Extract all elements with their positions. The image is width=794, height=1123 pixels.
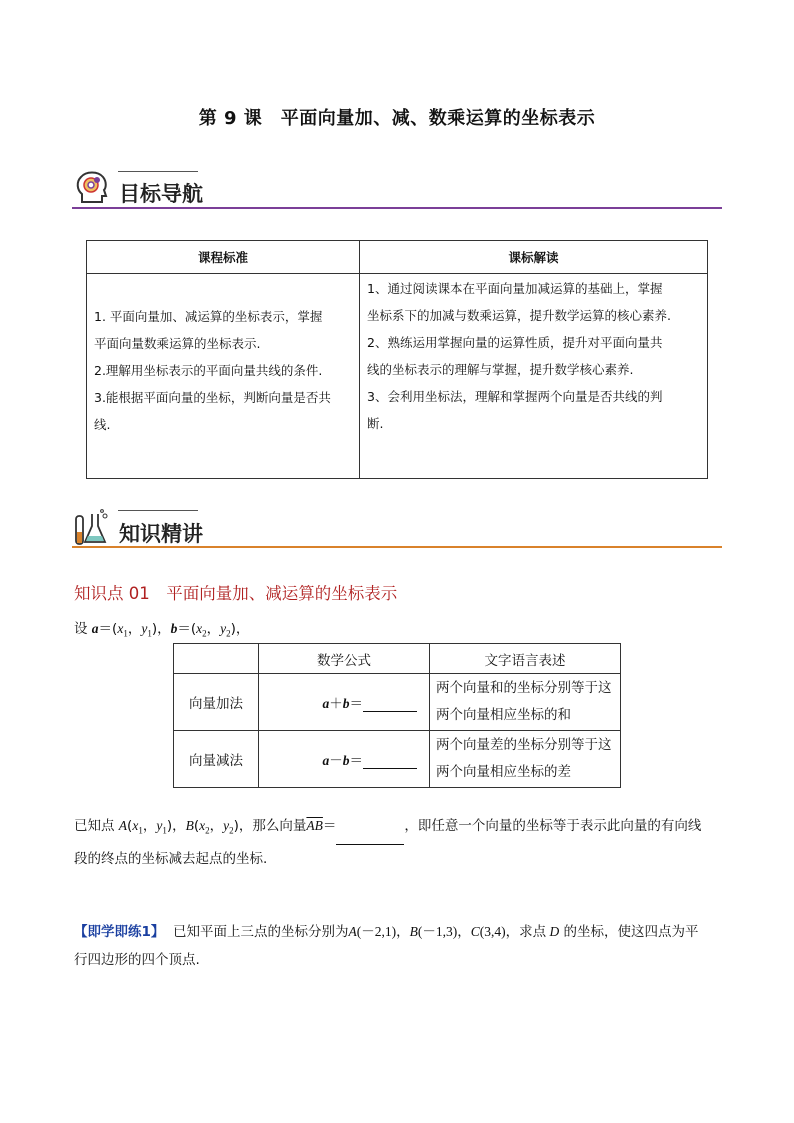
interpretation-line: 2、熟练运用掌握向量的运算性质，提升对平面向量共 [367, 335, 663, 350]
standard-line: 3.能根据平面向量的坐标，判断向量是否共 [94, 390, 331, 405]
table-row [174, 731, 621, 788]
section-header-topline [118, 171, 198, 172]
interpretation-line: 断. [367, 416, 384, 431]
exercise-label: 【即学即练1】 [74, 924, 165, 940]
operation-name: 向量减法 [174, 731, 259, 788]
interpretation-line: 线的坐标表示的理解与掌握，提升数学核心素养. [367, 362, 634, 377]
standard-line: 1. 平面向量加、减运算的坐标表示，掌握 [94, 309, 323, 324]
exercise-paragraph: 【即学即练1】 已知平面上三点的坐标分别为A(－2,1)，B(－1,3)，C(3,4)，求点 D 的坐标，使这四点为平 行四边形的四个顶点. [74, 924, 699, 968]
table-header: 数学公式 [259, 644, 430, 674]
brain-gears-icon [72, 168, 112, 208]
operations-table [173, 643, 621, 788]
interpretation-cell [360, 274, 708, 479]
formula-cell: a－b＝ [259, 731, 430, 788]
formula-cell: a＋b＝ [259, 674, 430, 731]
answer-blank[interactable] [363, 697, 417, 712]
description-cell: 两个向量和的坐标分别等于这 两个向量相应坐标的和 [430, 674, 621, 731]
answer-blank[interactable] [336, 830, 404, 845]
standards-cell [87, 274, 360, 479]
known-points-paragraph: 已知点 $A(x_1$，$y_1$)，$B(x_2$，$y_2$)，那么向量$\overline{AB}=$ ，即任意一个向量的坐标等于表示此向量的有向线 段的终点的坐标减去起点的坐标. [74, 818, 702, 867]
page-title: 第 9 课 平面向量加、减、数乘运算的坐标表示 [198, 108, 596, 129]
let-statement: 设 $a=(x_1$，$y_1$)，$b=(x_2$，$y_2$)， [74, 621, 250, 639]
standard-line: 线. [94, 417, 111, 432]
section-title-knowledge: 知识精讲 [119, 522, 203, 546]
section-divider [72, 207, 722, 209]
vector-ab: $\overline{AB}$ [306, 818, 323, 833]
section-title-goal-navigation: 目标导航 [119, 182, 203, 206]
knowledge-point-title: 知识点 01 平面向量加、减运算的坐标表示 [74, 584, 398, 603]
table-header: 课程标准 [87, 241, 360, 274]
interpretation-line: 3、会利用坐标法，理解和掌握两个向量是否共线的判 [367, 389, 663, 404]
interpretation-line: 1、通过阅读课本在平面向量加减运算的基础上，掌握 [367, 281, 663, 296]
interpretation-line: 坐标系下的加减与数乘运算，提升数学运算的核心素养. [367, 308, 671, 323]
table-header: 文字语言表述 [430, 644, 621, 674]
operation-name: 向量加法 [174, 674, 259, 731]
standard-line: 2.理解用坐标表示的平面向量共线的条件. [94, 363, 323, 378]
standard-line: 平面向量数乘运算的坐标表示. [94, 336, 261, 351]
section-header-topline [118, 510, 198, 511]
table-header: 课标解读 [360, 241, 708, 274]
goal-table [86, 240, 708, 479]
answer-blank[interactable] [363, 754, 417, 769]
table-row [174, 674, 621, 731]
section-divider [72, 546, 722, 548]
description-cell: 两个向量差的坐标分别等于这 两个向量相应坐标的差 [430, 731, 621, 788]
lab-flask-icon [72, 508, 112, 548]
table-header [174, 644, 259, 674]
